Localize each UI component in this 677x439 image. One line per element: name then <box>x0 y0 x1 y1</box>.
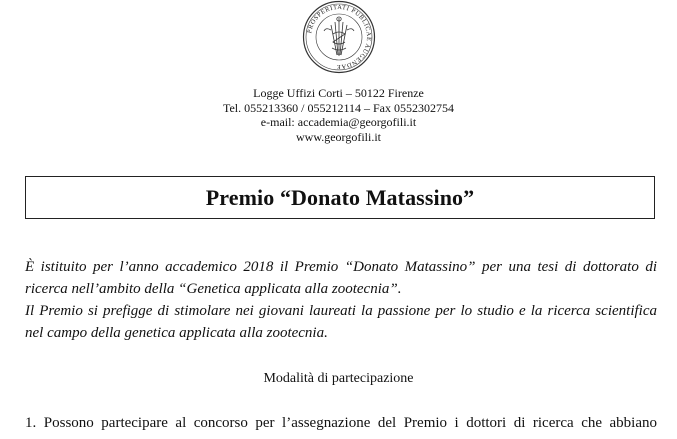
website-line: www.georgofili.it <box>296 129 381 144</box>
intro-line-1: È istituito per l’anno accademico 2018 il Premio “Donato Matassino” per una tesi di dottorato di <box>25 259 657 275</box>
email-line: e-mail: accademia@georgofili.it <box>260 115 417 129</box>
intro-line-4: nel campo della genetica applicata alla zootecnia. <box>25 325 328 341</box>
seal-text: PROSPERITATI PUBLICAE AUGENDAE <box>306 3 373 71</box>
page-title: Premio “Donato Matassino” <box>205 184 475 210</box>
list-item: 1. Possono partecipare al concorso per l’assegnazione del Premio i dottori di ricerca che abbiano <box>25 415 657 431</box>
intro-line-2: ricerca nell’ambito della “Genetica applicata alla zootecnia”. <box>25 281 402 297</box>
academy-seal-logo <box>302 0 376 74</box>
phone-line: Tel. 055213360 / 055212114 – Fax 0552302754 <box>222 100 455 115</box>
title-box <box>25 176 655 219</box>
contact-block <box>0 86 677 144</box>
address-line: Logge Uffizi Corti – 50122 Firenze <box>253 86 424 100</box>
intro-paragraph <box>25 256 657 344</box>
intro-line-3: Il Premio si prefigge di stimolare nei giovani laureati la passione per lo studio e la ricerca scientifica <box>25 303 657 319</box>
section-heading: Modalità di partecipazione <box>263 371 414 386</box>
